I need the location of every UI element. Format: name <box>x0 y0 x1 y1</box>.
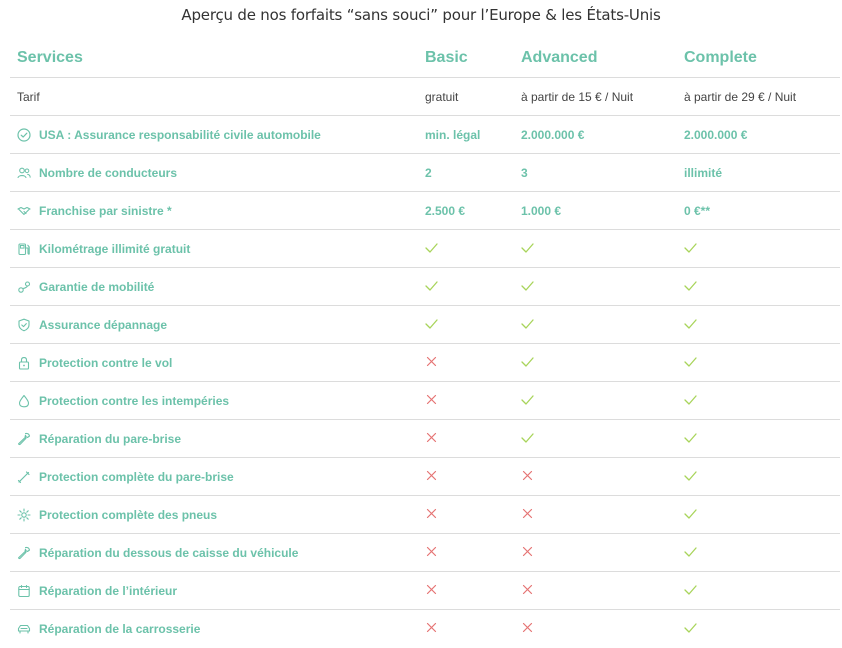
cross-icon <box>425 621 438 634</box>
tarif-label: Tarif <box>10 78 418 116</box>
service-label: Protection complète des pneus <box>39 507 218 522</box>
table-row <box>10 268 840 306</box>
basic-cell <box>418 420 514 458</box>
advanced-cell <box>514 306 677 344</box>
service-label: Réparation du dessous de caisse du véhicule <box>39 545 299 560</box>
advanced-cell <box>514 572 677 610</box>
service-label: Protection complète du pare-brise <box>39 469 234 484</box>
service-label: Garantie de mobilité <box>39 279 155 294</box>
advanced-cell <box>514 344 677 382</box>
complete-cell <box>677 420 840 458</box>
seat-icon <box>17 584 31 598</box>
check-icon <box>521 279 534 292</box>
table-row <box>10 306 840 344</box>
check-icon <box>521 317 534 330</box>
service-cell <box>10 230 418 268</box>
basic-cell <box>418 344 514 382</box>
advanced-cell <box>514 496 677 534</box>
check-icon <box>684 507 697 520</box>
service-cell <box>10 610 418 648</box>
basic-cell <box>418 572 514 610</box>
advanced-cell <box>514 458 677 496</box>
check-icon <box>425 317 438 330</box>
wiper-icon <box>17 470 31 484</box>
advanced-cell <box>514 230 677 268</box>
basic-cell <box>418 458 514 496</box>
service-cell <box>10 116 418 154</box>
complete-value: 0 €** <box>677 192 840 230</box>
complete-cell <box>677 230 840 268</box>
basic-cell <box>418 610 514 648</box>
check-icon <box>425 241 438 254</box>
basic-value: 2.500 € <box>418 192 514 230</box>
wrench-icon <box>17 432 31 446</box>
complete-cell <box>677 344 840 382</box>
advanced-cell <box>514 382 677 420</box>
table-row <box>10 534 840 572</box>
basic-value: 2 <box>418 154 514 192</box>
check-icon <box>684 279 697 292</box>
check-icon <box>684 317 697 330</box>
complete-cell <box>677 572 840 610</box>
table-row <box>10 420 840 458</box>
check-icon <box>684 583 697 596</box>
table-row <box>10 458 840 496</box>
advanced-cell <box>514 610 677 648</box>
complete-cell <box>677 496 840 534</box>
header-advanced: Advanced <box>514 39 677 78</box>
users-icon <box>17 166 31 180</box>
table-row <box>10 572 840 610</box>
service-cell <box>10 154 418 192</box>
check-icon <box>684 431 697 444</box>
check-icon <box>521 355 534 368</box>
service-cell <box>10 192 418 230</box>
header-services: Services <box>10 39 418 78</box>
service-cell <box>10 306 418 344</box>
service-cell <box>10 496 418 534</box>
header-basic: Basic <box>418 39 514 78</box>
tarif-complete: à partir de 29 € / Nuit <box>677 78 840 116</box>
basic-value: min. légal <box>418 116 514 154</box>
cross-icon <box>425 545 438 558</box>
service-cell <box>10 344 418 382</box>
service-cell <box>10 268 418 306</box>
service-label: USA : Assurance responsabilité civile automobile <box>39 127 321 142</box>
header-complete: Complete <box>677 39 840 78</box>
check-icon <box>521 431 534 444</box>
service-cell <box>10 382 418 420</box>
basic-cell <box>418 230 514 268</box>
advanced-cell <box>514 268 677 306</box>
table-row <box>10 230 840 268</box>
lock-icon <box>17 356 31 370</box>
advanced-value: 1.000 € <box>514 192 677 230</box>
service-cell <box>10 572 418 610</box>
basic-cell <box>418 496 514 534</box>
plans-comparison-table <box>10 39 840 647</box>
service-cell <box>10 534 418 572</box>
table-row <box>10 192 840 230</box>
check-icon <box>684 241 697 254</box>
cross-icon <box>425 393 438 406</box>
check-icon <box>684 621 697 634</box>
cross-icon <box>521 621 534 634</box>
cross-icon <box>521 469 534 482</box>
service-cell <box>10 420 418 458</box>
handshake-icon <box>17 204 31 218</box>
check-icon <box>684 393 697 406</box>
advanced-value: 3 <box>514 154 677 192</box>
table-row <box>10 382 840 420</box>
complete-cell <box>677 458 840 496</box>
wrench-icon <box>17 546 31 560</box>
check-icon <box>684 545 697 558</box>
check-icon <box>684 355 697 368</box>
cross-icon <box>425 469 438 482</box>
car-icon <box>17 622 31 636</box>
service-label: Protection contre les intempéries <box>39 393 230 408</box>
service-label: Protection contre le vol <box>39 355 173 370</box>
cross-icon <box>521 507 534 520</box>
gear-icon <box>17 508 31 522</box>
cross-icon <box>425 507 438 520</box>
service-label: Réparation de l’intérieur <box>39 583 178 598</box>
fuel-pump-icon <box>17 242 31 256</box>
service-label: Nombre de conducteurs <box>39 165 178 180</box>
cross-icon <box>521 583 534 596</box>
tarif-basic: gratuit <box>418 78 514 116</box>
drop-icon <box>17 394 31 408</box>
advanced-cell <box>514 420 677 458</box>
complete-cell <box>677 610 840 648</box>
tarif-row <box>10 78 840 116</box>
table-row <box>10 116 840 154</box>
basic-cell <box>418 534 514 572</box>
tarif-advanced: à partir de 15 € / Nuit <box>514 78 677 116</box>
service-label: Réparation du pare-brise <box>39 431 182 446</box>
complete-cell <box>677 382 840 420</box>
header-row <box>10 39 840 78</box>
check-icon <box>425 279 438 292</box>
basic-cell <box>418 306 514 344</box>
cross-icon <box>521 545 534 558</box>
check-circle-icon <box>17 128 31 142</box>
advanced-value: 2.000.000 € <box>514 116 677 154</box>
page-title: Aperçu de nos forfaits “sans souci” pour l’Europe & les États-Unis <box>181 6 661 24</box>
complete-value: 2.000.000 € <box>677 116 840 154</box>
complete-cell <box>677 268 840 306</box>
shield-icon <box>17 318 31 332</box>
cross-icon <box>425 431 438 444</box>
complete-cell <box>677 306 840 344</box>
table-row <box>10 496 840 534</box>
basic-cell <box>418 382 514 420</box>
service-label: Réparation de la carrosserie <box>39 621 201 636</box>
complete-value: illimité <box>677 154 840 192</box>
check-icon <box>684 469 697 482</box>
table-row <box>10 610 840 648</box>
table-row <box>10 154 840 192</box>
table-row <box>10 344 840 382</box>
service-label: Franchise par sinistre * <box>39 203 172 218</box>
service-cell <box>10 458 418 496</box>
cross-icon <box>425 355 438 368</box>
advanced-cell <box>514 534 677 572</box>
basic-cell <box>418 268 514 306</box>
check-icon <box>521 393 534 406</box>
check-icon <box>521 241 534 254</box>
service-label: Kilométrage illimité gratuit <box>39 241 191 256</box>
complete-cell <box>677 534 840 572</box>
cross-icon <box>425 583 438 596</box>
service-label: Assurance dépannage <box>39 317 168 332</box>
mobility-icon <box>17 280 31 294</box>
